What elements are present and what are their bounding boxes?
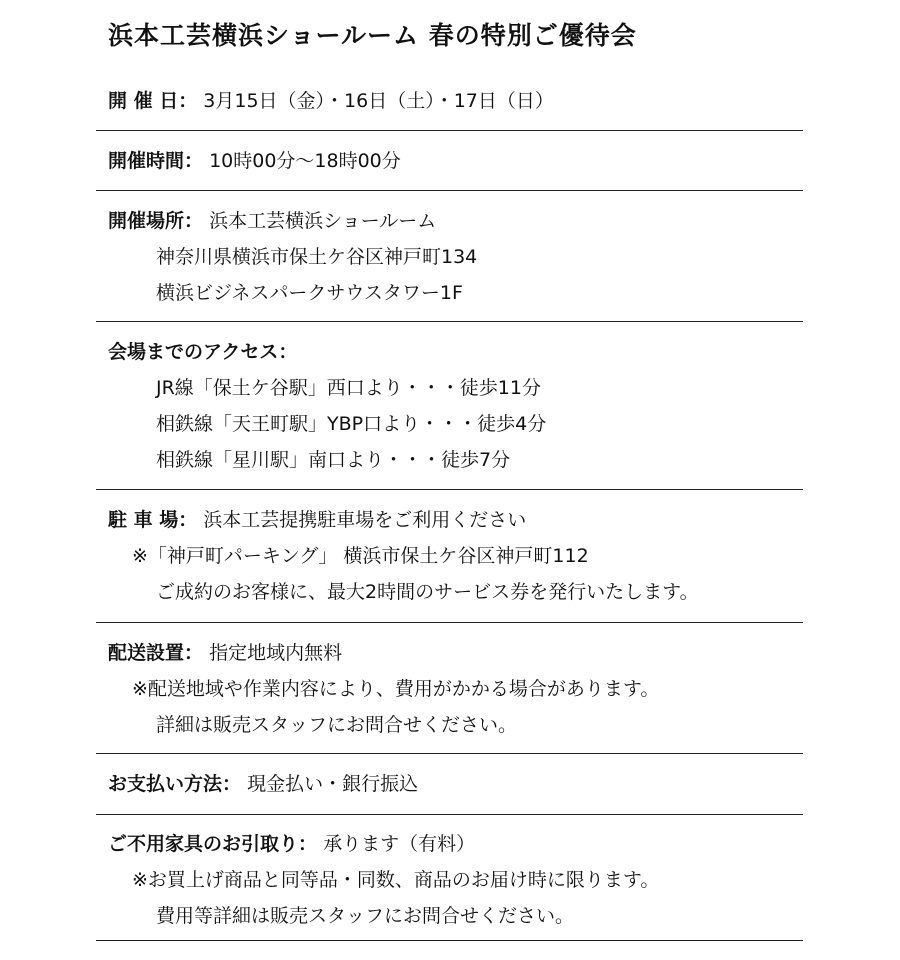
section-payment xyxy=(108,766,418,802)
dates-row xyxy=(108,83,554,119)
hours-row xyxy=(108,143,401,179)
access-label: 会場までのアクセス： xyxy=(108,341,298,363)
parking-value: 浜本工芸提携駐車場をご利用ください xyxy=(203,509,527,531)
pickup-label: ご不用家具のお引取り： xyxy=(108,833,318,855)
payment-value: 現金払い・銀行振込 xyxy=(247,773,419,795)
delivery-note: ※配送地域や作業内容により、費用がかかる場合があります。 xyxy=(132,678,660,700)
divider xyxy=(96,190,803,191)
pickup-row xyxy=(108,826,659,862)
parking-service: ご成約のお客様に、最大2時間のサービス券を発行いたします。 xyxy=(156,581,699,603)
divider xyxy=(96,814,803,815)
section-parking xyxy=(108,502,699,610)
venue-name: 浜本工芸横浜ショールーム xyxy=(209,210,437,232)
dates-label: 開 催 日： xyxy=(108,90,198,112)
venue-building: 横浜ビジネスパークサウスタワー1F xyxy=(156,282,463,304)
divider xyxy=(96,489,803,490)
divider xyxy=(96,940,803,941)
delivery-value: 指定地域内無料 xyxy=(209,642,343,664)
divider xyxy=(96,130,803,131)
section-pickup xyxy=(108,826,659,934)
parking-label: 駐 車 場： xyxy=(108,509,198,531)
hours-label: 開催時間： xyxy=(108,150,204,172)
access-line-jr: JR線「保土ケ谷駅」西口より・・・徒歩11分 xyxy=(156,377,541,399)
delivery-row xyxy=(108,635,659,671)
venue-row xyxy=(108,203,477,239)
delivery-detail: 詳細は販売スタッフにお問合せください。 xyxy=(156,714,518,736)
payment-row xyxy=(108,766,418,802)
pickup-value: 承ります（有料） xyxy=(323,833,476,855)
venue-label: 開催場所： xyxy=(108,210,204,232)
pickup-note: ※お買上げ商品と同等品・同数、商品のお届け時に限ります。 xyxy=(132,869,660,891)
divider xyxy=(96,622,803,623)
dates-value: 3月15日（金）・16日（土）・17日（日） xyxy=(203,90,554,112)
divider xyxy=(96,753,803,754)
delivery-label: 配送設置： xyxy=(108,642,204,664)
access-line-tennocho: 相鉄線「天王町駅」YBP口より・・・徒歩4分 xyxy=(156,413,547,435)
parking-row xyxy=(108,502,699,538)
section-delivery xyxy=(108,635,659,743)
parking-note: ※「神戸町パーキング」 横浜市保土ケ谷区神戸町112 xyxy=(132,545,589,567)
page-title: 浜本工芸横浜ショールーム 春の特別ご優待会 xyxy=(108,21,637,50)
section-venue xyxy=(108,203,477,311)
venue-address: 神奈川県横浜市保土ケ谷区神戸町134 xyxy=(156,246,478,268)
hours-value: 10時00分～18時00分 xyxy=(209,150,401,172)
access-line-hoshikawa: 相鉄線「星川駅」南口より・・・徒歩7分 xyxy=(156,449,511,471)
payment-label: お支払い方法： xyxy=(108,773,242,795)
pickup-detail: 費用等詳細は販売スタッフにお問合せください。 xyxy=(156,905,575,927)
section-hours xyxy=(108,143,401,179)
section-dates xyxy=(108,83,554,119)
section-access xyxy=(108,334,546,478)
divider xyxy=(96,321,803,322)
